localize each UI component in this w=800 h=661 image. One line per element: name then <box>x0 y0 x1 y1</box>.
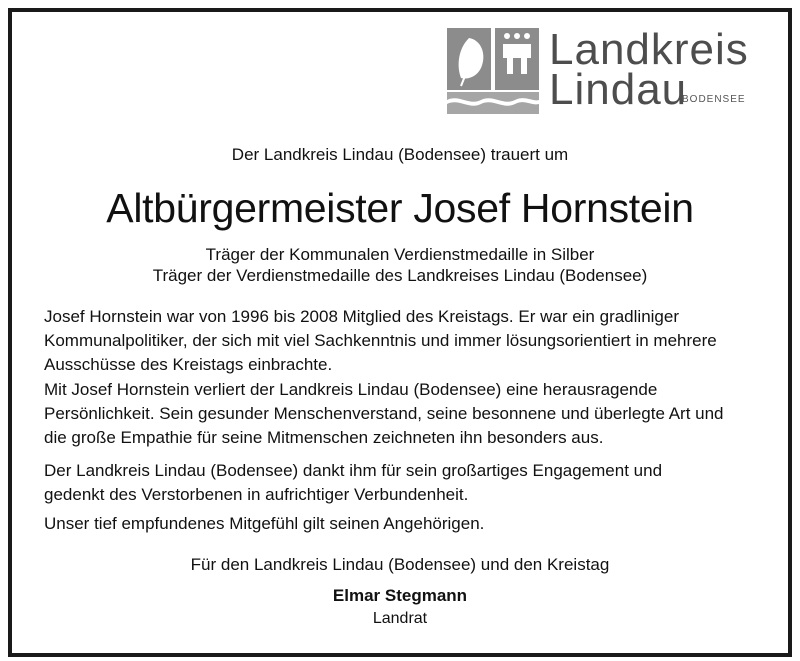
signer-role: Landrat <box>372 610 428 627</box>
paragraph-line: Unser tief empfundenes Mitgefühl gilt seinen Angehörigen. <box>44 514 485 533</box>
paragraph-line: Persönlichkeit. Sein gesunder Menschenverstand, seine besonnene und überlegte Art und <box>44 404 724 423</box>
logo-title-line1: Landkreis <box>549 25 749 74</box>
body-paragraph <box>44 459 764 507</box>
intro-line: Der Landkreis Lindau (Bodensee) trauert um <box>231 145 569 164</box>
signer-name: Elmar Stegmann <box>332 586 468 605</box>
paragraph-line: Josef Hornstein war von 1996 bis 2008 Mitglied des Kreistags. Er war ein gradliniger <box>44 307 679 326</box>
paragraph-line: die große Empathie für seine Mitmenschen zeichneten ihn besonders aus. <box>44 428 604 447</box>
paragraph-line: Der Landkreis Lindau (Bodensee) dankt ihm für sein großartiges Engagement und <box>44 461 663 480</box>
headline: Altbürgermeister Josef Hornstein <box>106 185 694 231</box>
body-paragraph <box>44 378 764 450</box>
body-paragraph <box>44 305 764 377</box>
honor-line: Träger der Kommunalen Verdienstmedaille in Silber <box>205 245 595 264</box>
body-paragraph <box>44 512 764 536</box>
paragraph-line: Kommunalpolitiker, der sich mit viel Sachkenntnis und immer lösungsorientiert in mehrere <box>44 331 717 350</box>
coat-of-arms-icon <box>447 28 539 114</box>
paragraph-line: Mit Josef Hornstein verliert der Landkreis Lindau (Bodensee) eine herausragende <box>44 380 658 399</box>
logo-title-line2: Lindau <box>549 65 688 114</box>
paragraph-line: Ausschüsse des Kreistags einbrachte. <box>44 355 333 374</box>
paragraph-line: gedenkt des Verstorbenen in aufrichtiger Verbundenheit. <box>44 485 469 504</box>
closing-line: Für den Landkreis Lindau (Bodensee) und den Kreistag <box>190 555 610 574</box>
logo-subtitle: BODENSEE <box>682 94 746 105</box>
honor-line: Träger der Verdienstmedaille des Landkreises Lindau (Bodensee) <box>152 266 648 285</box>
landkreis-logo <box>447 18 757 118</box>
